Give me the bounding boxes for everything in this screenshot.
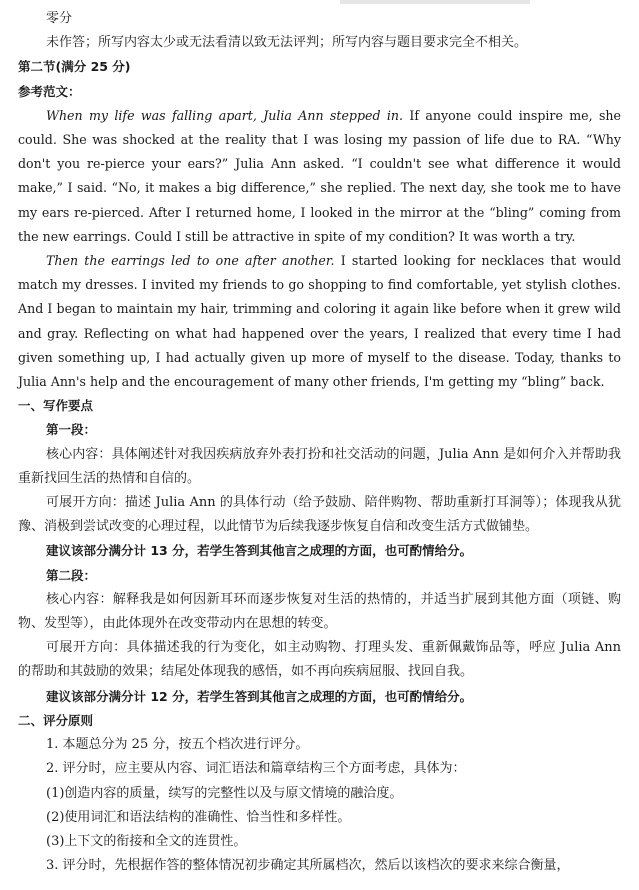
essay-p2-body: I started looking for necklaces that would match my dresses. I invited my friends to go shopping to find comfortable, yet stylish clothes. And I began to maintain my hair, trimming and coloring it again like before when it grew wild and gray. Reflecting on what had happened over the years, I realized that every time I had given something up, I had actually given up more of myself to the disease. Today, thanks to Julia Ann's help and the encouragement of many other friends, I'm getting my “bling” back.	[18, 253, 622, 390]
essay-p1-body: If anyone could inspire me, she could. She was shocked at the reality that I was losing my passion of life due to RA. “Why don't you re-pierce your ears?” Julia Ann asked. “I couldn't see what difference it would make,” I said. “No, it makes a big difference,” she replied. The next day, she took me to have my ears re-pierced. After I returned home, I looked in the mirror at the “bling” coming from the new earrings. Could I still be attractive in spite of my condition? It was worth a try.	[18, 107, 621, 244]
principles-title: 二、评分原则	[18, 712, 94, 728]
para1-score-note: 建议该部分满分计 13 分，若学生答到其他言之成理的方面，也可酌情给分。	[46, 543, 473, 559]
principle-item-3: 3. 评分时，先根据作答的整体情况初步确定其所属档次，然后以该档次的要求来综合衡量，	[46, 858, 570, 874]
para2-label: 第二段：	[46, 567, 97, 583]
unanswered-rule: 未作答；所写内容太少或无法看清以致无法评判；所写内容与题目要求完全不相关。	[46, 35, 528, 51]
principle-item-2: 2. 评分时，应主要从内容、词汇语法和篇章结构三个方面考虑，具体为：	[46, 761, 466, 777]
para1-expand: 可展开方向：描述 Julia Ann 的具体行动（给予鼓励、陪伴购物、帮助重新打耳洞等）；体现我从犹豫、消极到尝试改变的心理过程，以此情节为后续我逐步恢复自信和改变生活方式做铺垫。	[18, 495, 621, 535]
para1-label: 第一段：	[46, 422, 97, 438]
essay-paragraph-2	[18, 249, 621, 394]
para1-core: 核心内容：具体阐述针对我因疾病放弃外表打扮和社交活动的问题，Julia Ann 是如何介入并帮助我重新找回生活的热情和自信的。	[18, 446, 621, 486]
principle-item-2-3: (3)上下文的衔接和全文的连贯性。	[46, 833, 247, 849]
writing-points-title: 一、写作要点	[18, 398, 94, 414]
essay-p1-opening: When my life was falling apart, Julia Ann stepped in.	[46, 107, 404, 123]
principle-item-2-2: (2)使用词汇和语法结构的准确性、恰当性和多样性。	[46, 809, 351, 825]
reference-essay-label: 参考范文：	[18, 83, 81, 99]
para2-core: 核心内容：解释我是如何因新耳环而逐步恢复对生活的热情的，并适当扩展到其他方面（项链、购物、发型等），由此体现外在改变带动内在思想的转变。	[18, 591, 621, 632]
principle-item-1: 1. 本题总分为 25 分，按五个档次进行评分。	[46, 737, 309, 753]
principle-item-2-1: (1)创造内容的质量，续写的完整性以及与原文情境的融洽度。	[46, 785, 403, 801]
para2-score-note: 建议该部分满分计 12 分，若学生答到其他言之成理的方面，也可酌情给分。	[46, 688, 473, 704]
section2-title: 第二节(满分 25 分)	[18, 59, 131, 75]
para2-expand: 可展开方向：具体描述我的行为变化，如主动购物、打理头发、重新佩戴饰品等，呼应 Julia Ann 的帮助和其鼓励的效果；结尾处体现我的感悟，如不再向疾病屈服、找回自我。	[18, 640, 621, 680]
essay-p2-opening: Then the earrings led to one after another.	[46, 253, 335, 269]
score-zero-line: 零分	[46, 11, 73, 26]
essay-paragraph-1	[18, 104, 621, 249]
